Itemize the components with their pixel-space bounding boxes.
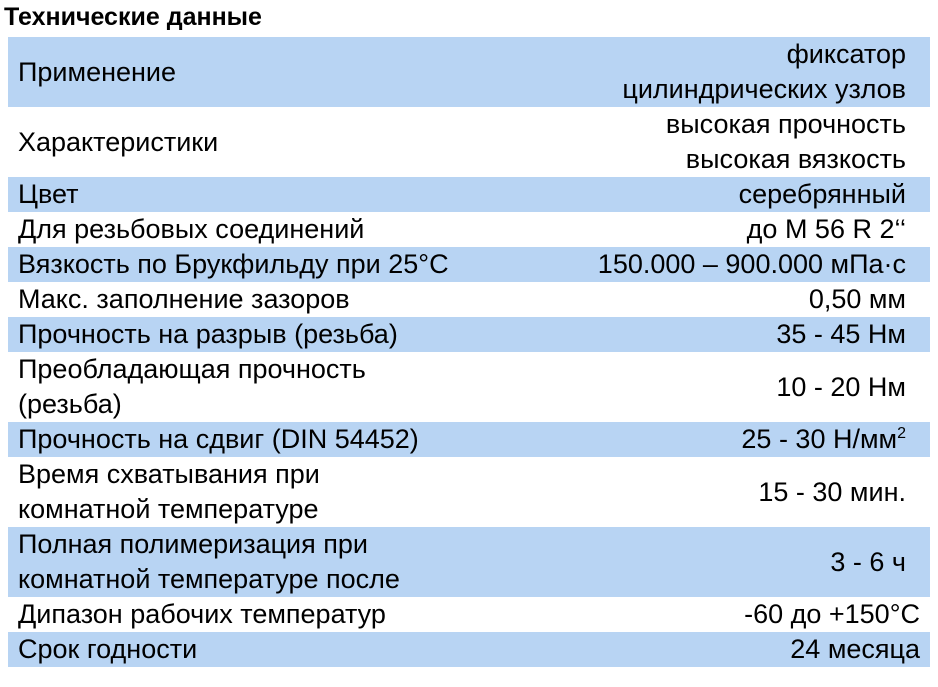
parameter-name bbox=[8, 527, 548, 597]
parameter-name-line: Прочность на сдвиг (DIN 54452) bbox=[18, 424, 419, 454]
parameter-value bbox=[548, 177, 930, 212]
parameter-value-line: 25 - 30 Н/мм bbox=[741, 424, 898, 454]
parameter-value-line: высокая прочность bbox=[665, 109, 906, 139]
parameter-name bbox=[8, 282, 548, 317]
parameter-value-line: -60 до +150°C bbox=[744, 599, 920, 629]
parameter-name-line: Для резьбовых соединений bbox=[18, 214, 365, 244]
parameter-value bbox=[548, 247, 930, 282]
table-row bbox=[8, 282, 930, 317]
parameter-value-line: фиксатор bbox=[786, 39, 906, 69]
parameter-name-line: комнатной температуре bbox=[18, 494, 319, 524]
parameter-name-line: Время схватывания при bbox=[18, 459, 320, 489]
parameter-value bbox=[548, 212, 930, 247]
parameter-name bbox=[8, 352, 548, 422]
table-row bbox=[8, 37, 930, 107]
parameter-name bbox=[8, 212, 548, 247]
parameter-value-line: 0,50 мм bbox=[808, 284, 906, 314]
parameter-value-line: 24 месяца bbox=[790, 634, 920, 664]
parameter-name-line: Преобладающая прочность bbox=[18, 354, 366, 384]
parameter-name bbox=[8, 177, 548, 212]
parameter-value-line: 35 - 45 Нм bbox=[776, 319, 906, 349]
table-row bbox=[8, 527, 930, 597]
parameter-value-line: серебрянный bbox=[738, 179, 906, 209]
parameter-value bbox=[548, 37, 930, 107]
table-row bbox=[8, 212, 930, 247]
section-title: Технические данные bbox=[4, 3, 262, 31]
parameter-name-line: комнатной температуре после bbox=[18, 564, 400, 594]
parameter-name-line: Прочность на разрыв (резьба) bbox=[18, 319, 398, 349]
parameter-name-line: Вязкость по Брукфильду при 25°C bbox=[18, 249, 449, 279]
parameter-value bbox=[548, 282, 930, 317]
parameter-name bbox=[8, 457, 548, 527]
parameter-name bbox=[8, 597, 548, 632]
table-row bbox=[8, 317, 930, 352]
unit-superscript: 2 bbox=[897, 425, 906, 442]
parameter-name-line: Цвет bbox=[18, 179, 79, 209]
parameter-value-line: высокая вязкость bbox=[685, 144, 906, 174]
parameter-value bbox=[548, 597, 930, 632]
table-row bbox=[8, 107, 930, 177]
table-row bbox=[8, 597, 930, 632]
table-row bbox=[8, 247, 930, 282]
parameter-value bbox=[548, 457, 930, 527]
parameter-value-line: цилиндрических узлов bbox=[622, 74, 906, 104]
parameter-name bbox=[8, 317, 548, 352]
parameter-value-line: 150.000 – 900.000 мПа·с bbox=[597, 249, 906, 279]
parameter-name bbox=[8, 37, 548, 107]
parameter-value-line: до М 56 R 2‘‘ bbox=[746, 214, 906, 244]
parameter-name bbox=[8, 247, 548, 282]
parameter-name bbox=[8, 632, 548, 667]
table-row bbox=[8, 352, 930, 422]
parameter-name-line: Полная полимеризация при bbox=[18, 529, 368, 559]
parameter-value-line: 10 - 20 Нм bbox=[776, 371, 906, 402]
parameter-value bbox=[548, 107, 930, 177]
parameter-name bbox=[8, 107, 548, 177]
table-row bbox=[8, 422, 930, 457]
technical-data-table bbox=[8, 37, 930, 667]
parameter-name-line: Срок годности bbox=[18, 634, 198, 664]
parameter-name bbox=[8, 422, 548, 457]
parameter-name-line: Характеристики bbox=[18, 126, 219, 157]
parameter-value-line: 15 - 30 мин. bbox=[758, 476, 906, 507]
parameter-value-line: 3 - 6 ч bbox=[830, 546, 906, 577]
table-body bbox=[8, 37, 930, 667]
parameter-value bbox=[548, 632, 930, 667]
parameter-value bbox=[548, 317, 930, 352]
table-row bbox=[8, 632, 930, 667]
table-row bbox=[8, 177, 930, 212]
parameter-name-line: (резьба) bbox=[18, 389, 122, 419]
parameter-value bbox=[548, 352, 930, 422]
parameter-value bbox=[548, 422, 930, 457]
parameter-name-line: Дипазон рабочих температур bbox=[18, 599, 386, 629]
parameter-value bbox=[548, 527, 930, 597]
parameter-name-line: Макс. заполнение зазоров bbox=[18, 284, 350, 314]
parameter-name-line: Применение bbox=[18, 56, 177, 87]
table-row bbox=[8, 457, 930, 527]
